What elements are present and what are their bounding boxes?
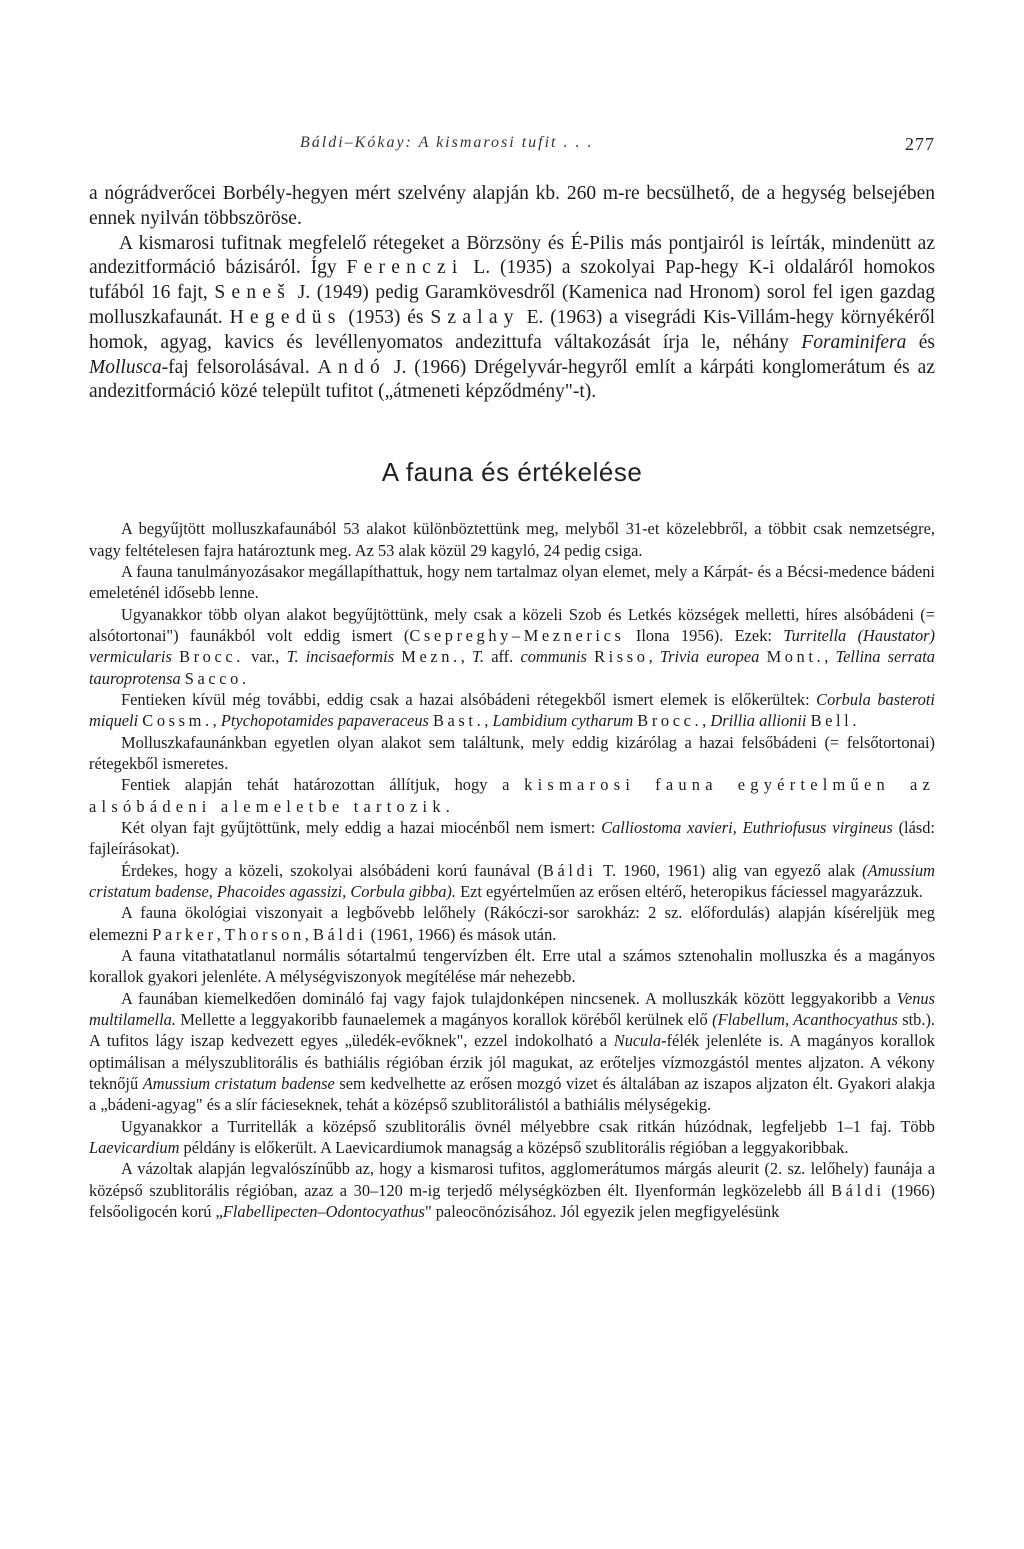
paragraph: Két olyan fajt gyűjtöttünk, mely eddig a hazai miocénből nem ismert: Calliostoma xavieri, Euthriofusus virgineus (lásd: fajleírásokat). [89,817,935,859]
section-heading: A fauna és értékelése [381,457,643,488]
paragraph: A faunában kiemelkedően domináló faj vagy fajok tulajdonképen nincsenek. A molluszkák között leggyakoribb a Venus multilamella. Mellette a leggyakoribb faunaelemek a magányos korallok köréből kerülnek elő (Flabellum, Acanthocyathus stb.). A tufitos lágy iszap kedvezett egyes „üledék-evőknek", ezzel indokolható a Nucula-félék jelenléte is. A magányos korallok optimálisan a mélyszublitorális és bathiális régióban érzik jól magukat, az erőteljes vízmozgástól mentes aljzaton. A vékony teknőjű Amussium cristatum badense sem kedvelhette az erősen mozgó vizet és általában az iszapos aljzaton élt. Gyakori alakja a „bádeni-agyag" és a slír fácieseknek, tehát a középső szublitorálistól a bathiális mélységekig. [89,988,935,1115]
paragraph: A fauna tanulmányozásakor megállapíthattuk, hogy nem tartalmaz olyan elemet, mely a Kárpát- és a Bécsi-medence bádeni emeleténél idősebb lenne. [89,561,935,603]
paragraph: Fentieken kívül még további, eddig csak a hazai alsóbádeni rétegekből ismert elemek is előkerültek: Corbula basteroti miqueli Cossm., Ptychopotamides papaveraceus Bast., Lambidium cytharum Brocc., Drillia allionii Bell. [89,689,935,731]
paragraph: Ugyanakkor a Turritellák a középső szublitorális övnél mélyebbre csak ritkán húzódnak, legfeljebb 1–1 faj. Több Laevicardium példány is előkerült. A Laevicardiumok managság a középső szublitorális régióban a leggyakoribbak. [89,1116,935,1158]
running-title: Báldi–Kókay: A kismarosi tufit . . . [300,134,594,151]
paragraph: Molluszkafaunánkban egyetlen olyan alakot sem találtunk, mely eddig kizárólag a hazai felsőbádeni (= felsőtortonai) rétegekből ismeretes. [89,732,935,773]
paragraph: Ugyanakkor több olyan alakot begyűjtöttünk, mely csak a közeli Szob és Letkés községek melletti, híres alsóbádeni (= alsótortonai") faunákból volt eddig ismert (Csepreghy–Meznerics Ilona 1956). Ezek: Turritella (Haustator) vermicularis Brocc. var., T. incisaeformis Mezn., T. aff. communis Risso, Trivia europea Mont., Tellina serrata tauroprotensa Sacco. [89,604,935,688]
paragraph: A fauna vitathatatlanul normális sótartalmú tengervízben élt. Erre utal a számos sztenohalin molluszka és a magányos korallok gyakori jelenléte. A mélységviszonyok megítélése már nehezebb. [89,946,935,987]
paragraph: Érdekes, hogy a közeli, szokolyai alsóbádeni korú faunával (Báldi T. 1960, 1961) alig van egyező alak (Amussium cristatum badense, Phacoides agassizi, Corbula gibba). Ezt egyértelműen az erősen eltérő, heteropikus fáciessel magyarázzuk. [89,860,935,902]
author-ando: Andó [317,356,386,378]
page-number: 277 [905,134,935,154]
conclusion-spaced: kismarosi fauna egyértelműen az alsóbádeni alemeletbe tartozik. [89,775,935,816]
author-szalay: Szalay [430,306,520,328]
paragraph: Fentiek alapján tehát határozottan állítjuk, hogy a kismarosi fauna egyértelműen az alsóbádeni alemeletbe tartozik. [89,775,935,816]
author-senes: Seneš [214,282,292,304]
paragraph: A fauna ökológiai viszonyait a legbővebb lelőhely (Rákóczi-sor sarokház: 2 sz. előfordulás) alapján kíséreljük meg elemezni Parker, Thorson, Báldi (1961, 1966) és mások után. [89,903,935,944]
intro-paragraph: a nógrádverőcei Borbély-hegyen mért szelvény alapján kb. 260 m-re becsülhető, de a hegység belsejében ennek nyilván többszöröse. A kismarosi tufitnak megfelelő rétegeket a Börzsöny és É-Pilis más pontjairól is leírták, mindenütt az andezitformáció bázisáról. Így Ferenczi L. (1935) a szokolyai Pap-hegy K-i oldaláról homokos tufából 16 fajt, Seneš J. (1949) pedig Garamkövesdről (Kamenica nad Hronom) sorol fel igen gazdag molluszkafaunát. Hegedüs (1953) és Szalay E. (1963) a visegrádi Kis-Villám-hegy környékéről homok, agyag, kavics és levéllenyomatos andezittufa váltakozását írja le, néhány Foraminifera és Mollusca-faj felsorolásával. Andó J. (1966) Drégelyvár-hegyről említ a kárpáti konglomerátum és az andezitformáció közé települt tufitot („átmeneti képződmény"-t). [89,183,936,403]
paragraph: A vázoltak alapján legvalószínűbb az, hogy a kismarosi tufitos, agglomerátumos márgás aleurit (2. sz. lelőhely) faunája a középső szublitorális régióban, azaz a 30–120 m-ig terjedő mélységközben élt. Ilyenformán legközelebb áll Báldi (1966) felsőoligocén korú „Flabellipecten–Odontocyathus" paleocönózisához. Jól egyezik jelen megfigyelésünk [89,1159,936,1222]
author-ferenczi: Ferenczi [346,257,464,279]
running-head [90,134,935,162]
author-hegedus: Hegedüs [229,306,342,328]
paragraph: A begyűjtött molluszkafaunából 53 alakot különböztettünk meg, melyből 31-et közelebbről, a többit csak nemzetségre, vagy feltételesen fajra határoztunk meg. Az 53 alak közül 29 kagyló, 24 pedig csiga. [89,519,935,560]
body-text [89,182,935,1223]
